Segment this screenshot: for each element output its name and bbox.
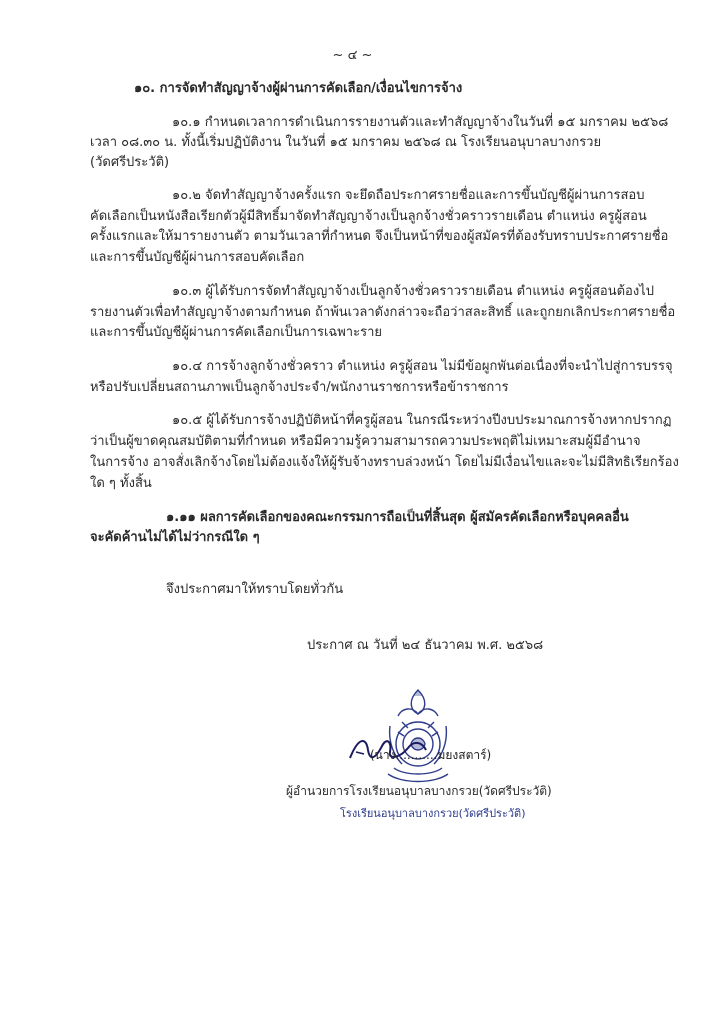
para-10-5-line-3: ในการจ้าง อาจสั่งเลิกจ้างโดยไม่ต้องแจ้งให้ผู้รับจ้างทราบล่วงหน้า โดยไม่มีเงื่อนไขและจะไม่มีสิทธิเรียกร้อง — [90, 455, 679, 470]
para-10-2-line-1: ๑๐.๒ จัดทำสัญญาจ้างครั้งแรก จะยึดถือประกาศรายชื่อและการขึ้นบัญชีผู้ผ่านการสอบ — [172, 188, 645, 203]
para-10-1-line-1: ๑๐.๑ กำหนดเวลาการดำเนินการรายงานตัวและทำสัญญาจ้างในวันที่ ๑๕ มกราคม ๒๕๖๘ — [172, 115, 669, 130]
announce-date: ประกาศ ณ วันที่ ๒๔ ธันวาคม พ.ศ. ๒๕๖๘ — [307, 638, 544, 653]
para-10-2-line-4: และการขึ้นบัญชีผู้ผ่านการสอบคัดเลือก — [90, 250, 305, 265]
para-10-5-line-4: ใด ๆ ทั้งสิ้น — [90, 476, 152, 491]
section-11-line-2: จะคัดค้านไม่ได้ไม่ว่ากรณีใด ๆ — [90, 530, 260, 545]
para-10-5-line-2: ว่าเป็นผู้ขาดคุณสมบัติตามที่กำหนด หรือมีความรู้ความสามารถความประพฤติไม่เหมาะสมผู้มีอำนาจ — [90, 434, 641, 449]
para-10-3-line-2: รายงานตัวเพื่อทำสัญญาจ้างตามกำหนด ถ้าพ้นเวลาดังกล่าวจะถือว่าสละสิทธิ์ และถูกยกเลิกประกาศรายชื่อ — [90, 305, 676, 320]
signer-position: ผู้อำนวยการโรงเรียนอนุบาลบางกรวย(วัดศรีประวัติ) — [286, 784, 552, 798]
para-10-1-line-2: เวลา ๐๘.๓๐ น. ทั้งนี้เริ่มปฏิบัติงาน ในวันที่ ๑๕ มกราคม ๒๕๖๘ ณ โรงเรียนอนุบาลบางกรวย — [90, 135, 602, 150]
page-number: ~ ๔ ~ — [332, 48, 373, 63]
para-10-4-line-1: ๑๐.๔ การจ้างลูกจ้างชั่วคราว ตำแหน่ง ครูผู้สอน ไม่มีข้อผูกพันต่อเนื่องที่จะนำไปสู่การบรรจุ — [172, 359, 673, 374]
section-11-line-1: ๑.๑๑ ผลการคัดเลือกของคณะกรรมการถือเป็นที่สิ้นสุด ผู้สมัครคัดเลือกหรือบุคคลอื่น — [166, 510, 629, 525]
announce-line: จึงประกาศมาให้ทราบโดยทั่วกัน — [166, 582, 344, 597]
para-10-2-line-3: ครั้งแรกและให้มารายงานตัว ตามวันเวลาที่กำหนด จึงเป็นหน้าที่ของผู้สมัครที่ต้องรับทราบประกาศรายชื่อ — [90, 229, 669, 244]
para-10-4-line-2: หรือปรับเปลี่ยนสถานภาพเป็นลูกจ้างประจำ/พนักงานราชการหรือข้าราชการ — [90, 380, 509, 395]
section-10-heading: ๑๐. การจัดทำสัญญาจ้างผู้ผ่านการคัดเลือก/เงื่อนไขการจ้าง — [134, 81, 463, 96]
para-10-2-line-2: คัดเลือกเป็นหนังสือเรียกตัวผู้มีสิทธิ์มาจัดทำสัญญาจ้างเป็นลูกจ้างชั่วคราวรายเดือน ตำแหน่ง ครูผู้สอน — [90, 209, 647, 224]
para-10-3-line-1: ๑๐.๓ ผู้ได้รับการจัดทำสัญญาจ้างเป็นลูกจ้างชั่วคราวรายเดือน ตำแหน่ง ครูผู้สอนต้องไป — [172, 284, 654, 299]
para-10-5-line-1: ๑๐.๕ ผู้ได้รับการจ้างปฏิบัติหน้าที่ครูผู้สอน ในกรณีระหว่างปีงบประมาณการจ้างหากปรากฏ — [172, 413, 672, 428]
para-10-3-line-3: และการขึ้นบัญชีผู้ผ่านการคัดเลือกเป็นการเฉพาะราย — [90, 325, 382, 340]
para-10-1-line-3: (วัดศรีประวัติ) — [90, 155, 170, 170]
signer-name: (นาง...........มยงสตาร์) — [370, 748, 492, 762]
seal-caption: โรงเรียนอนุบาลบางกรวย(วัดศรีประวัติ) — [340, 807, 526, 820]
